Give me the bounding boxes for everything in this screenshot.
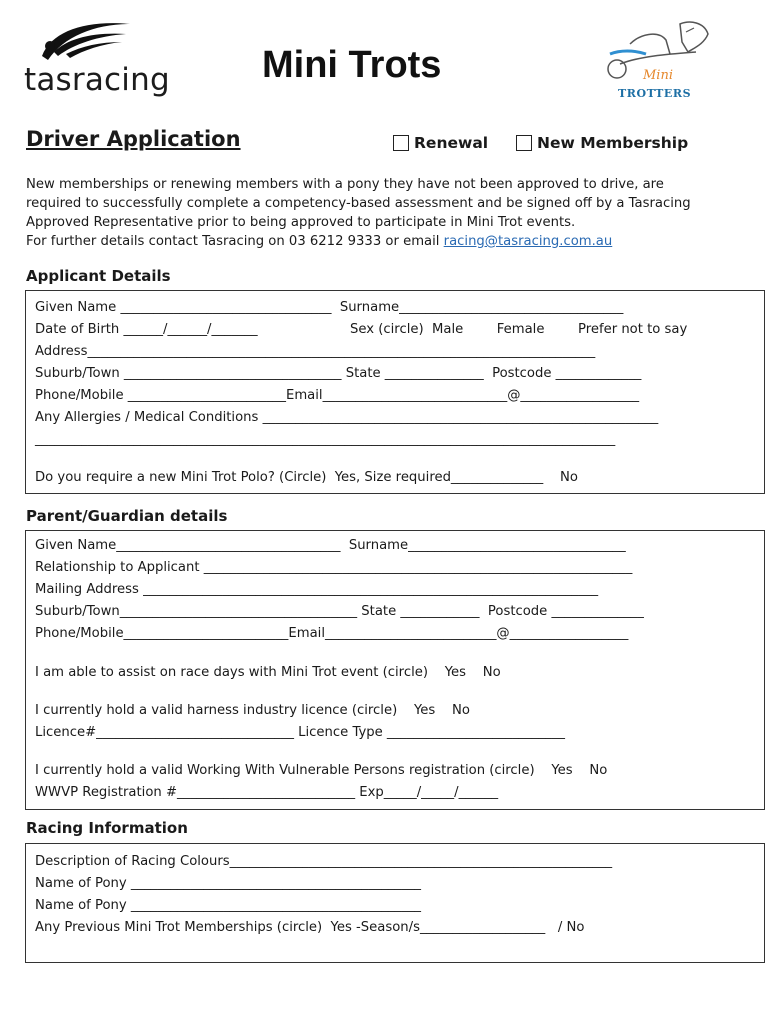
previous-memberships-field[interactable]: Any Previous Mini Trot Memberships (circle) Yes -Season/s___________________ / No [35, 920, 585, 935]
guardian-licence-question[interactable]: I currently hold a valid harness industry licence (circle) Yes No [35, 703, 470, 718]
page-title: Mini Trots [262, 44, 442, 86]
applicant-address-field[interactable]: Address_____________________________________________________________________________ [35, 344, 596, 359]
applicant-phone-field[interactable]: Phone/Mobile ________________________Email____________________________@__________________ [35, 388, 640, 403]
guardian-licence-number-field[interactable]: Licence#______________________________ Licence Type ___________________________ [35, 725, 565, 740]
applicant-sex-field[interactable]: Sex (circle) Male Female Prefer not to say [350, 322, 688, 337]
applicant-suburb-field[interactable]: Suburb/Town _________________________________ State _______________ Postcode _____________ [35, 366, 642, 381]
guardian-suburb-field[interactable]: Suburb/Town____________________________________ State ____________ Postcode ______________ [35, 604, 644, 619]
intro-line: New memberships or renewing members with a pony they have not been approved to drive, are [26, 177, 664, 192]
mini-logo-word: Mini [643, 68, 673, 83]
trotters-logo-word: TROTTERS [618, 87, 692, 100]
renewal-label: Renewal [414, 134, 489, 152]
new-membership-label: New Membership [537, 134, 689, 152]
new-membership-checkbox[interactable] [516, 135, 532, 151]
applicant-details-box [25, 290, 765, 494]
new-membership-option[interactable] [516, 134, 688, 152]
guardian-relationship-field[interactable]: Relationship to Applicant _________________________________________________________________ [35, 560, 633, 575]
renewal-option[interactable] [393, 134, 488, 152]
intro-line: required to successfully complete a competency-based assessment and be signed off by a Tasracing [26, 196, 691, 211]
contact-text: For further details contact Tasracing on 03 6212 9333 or email [26, 234, 444, 249]
racing-section-title: Racing Information [26, 819, 188, 837]
applicant-given-name-field[interactable]: Given Name ________________________________ Surname__________________________________ [35, 300, 624, 315]
guardian-phone-field[interactable]: Phone/Mobile_________________________Email__________________________@__________________ [35, 626, 629, 641]
racing-colours-field[interactable]: Description of Racing Colours__________________________________________________________ [35, 854, 613, 869]
applicant-allergies-field[interactable]: Any Allergies / Medical Conditions ____________________________________________________________ [35, 410, 659, 425]
guardian-wwvp-number-field[interactable]: WWVP Registration #___________________________ Exp_____/_____/______ [35, 785, 499, 800]
guardian-section-title: Parent/Guardian details [26, 507, 228, 525]
pony-name-field[interactable]: Name of Pony ____________________________________________ [35, 876, 422, 891]
guardian-details-box [25, 530, 765, 810]
brand-logo-text: tasracing [24, 62, 170, 98]
pony-name-field[interactable]: Name of Pony ____________________________________________ [35, 898, 422, 913]
applicant-section-title: Applicant Details [26, 267, 171, 285]
renewal-checkbox[interactable] [393, 135, 409, 151]
racing-info-box [25, 843, 765, 963]
guardian-given-name-field[interactable]: Given Name__________________________________ Surname_________________________________ [35, 538, 626, 553]
guardian-wwvp-question[interactable]: I currently hold a valid Working With Vulnerable Persons registration (circle) Yes No [35, 763, 608, 778]
form-heading: Driver Application [26, 127, 241, 151]
guardian-assist-question[interactable]: I am able to assist on race days with Mini Trot event (circle) Yes No [35, 665, 501, 680]
applicant-allergies-extra-line[interactable]: ________________________________________________________________________________________ [35, 432, 616, 447]
applicant-polo-question[interactable]: Do you require a new Mini Trot Polo? (Circle) Yes, Size required______________ No [35, 470, 578, 485]
intro-contact-line [26, 232, 746, 251]
email-link[interactable]: racing@tasracing.com.au [443, 234, 613, 249]
intro-line: Approved Representative prior to being approved to participate in Mini Trot events. [26, 215, 576, 230]
tasracing-swoosh-logo [38, 16, 134, 64]
applicant-dob-field[interactable]: Date of Birth ______/______/_______ [35, 322, 258, 337]
intro-text [26, 175, 746, 251]
guardian-mailing-field[interactable]: Mailing Address _____________________________________________________________________ [35, 582, 599, 597]
